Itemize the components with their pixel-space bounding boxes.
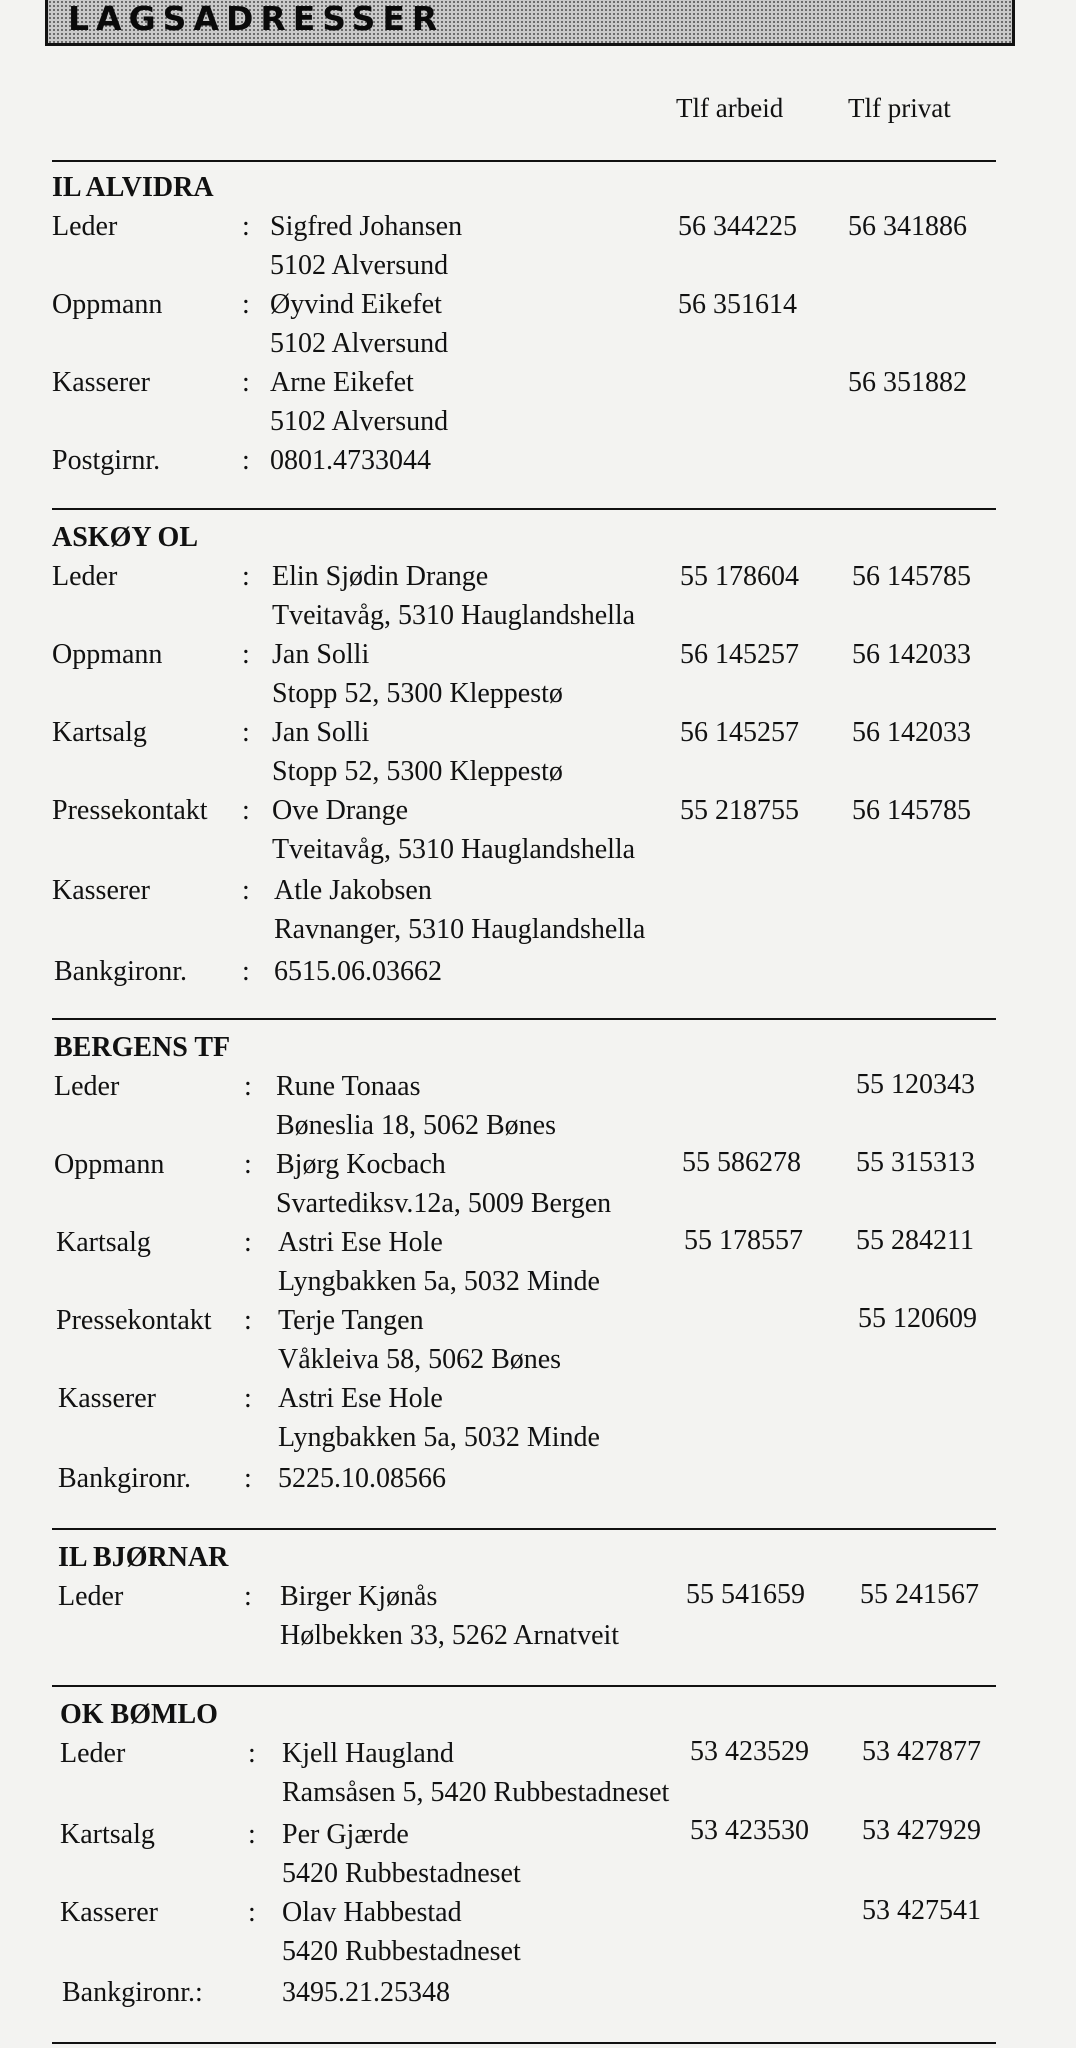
row-value: Bjørg Kocbach (276, 1149, 446, 1180)
row-role: Kartsalg (60, 1819, 155, 1850)
row-tlf-arbeid: 56 145257 (680, 639, 799, 670)
row-tlf-privat: 56 341886 (848, 211, 967, 242)
row-tlf-arbeid: 55 178604 (680, 561, 799, 592)
row-tlf-arbeid: 53 423530 (690, 1815, 809, 1846)
row-tlf-privat: 55 120609 (858, 1303, 977, 1334)
row-value: Stopp 52, 5300 Kleppestø (272, 678, 563, 709)
divider (52, 160, 996, 162)
divider (52, 1685, 996, 1687)
colon: : (242, 875, 250, 906)
row-tlf-privat: 55 284211 (856, 1225, 974, 1256)
colon: : (244, 1071, 252, 1102)
row-value: Ramsåsen 5, 5420 Rubbestadneset (282, 1777, 670, 1808)
row-role: Leder (54, 1071, 120, 1102)
colon: : (244, 1227, 252, 1258)
row-role: Oppmann (52, 289, 163, 320)
row-value: 5225.10.08566 (278, 1463, 446, 1494)
header-tlf-arbeid: Tlf arbeid (676, 93, 784, 123)
title-banner (45, 0, 1015, 46)
colon: : (242, 795, 250, 826)
row-tlf-privat: 53 427541 (862, 1895, 981, 1926)
colon: : (248, 1738, 256, 1769)
row-role: Bankgironr. (54, 956, 187, 987)
section-title: IL ALVIDRA (52, 172, 214, 203)
row-value: Olav Habbestad (282, 1897, 462, 1928)
row-tlf-privat: 55 120343 (856, 1069, 975, 1100)
row-role: Leder (52, 561, 118, 592)
row-role: Bankgironr.: (62, 1977, 203, 2008)
row-value: 5420 Rubbestadneset (282, 1936, 521, 1967)
row-role: Leder (58, 1581, 124, 1612)
row-tlf-privat: 56 145785 (852, 795, 971, 826)
row-value: 5420 Rubbestadneset (282, 1858, 521, 1889)
row-tlf-arbeid: 53 423529 (690, 1736, 809, 1767)
colon: : (242, 211, 250, 242)
row-value: Birger Kjønås (280, 1581, 438, 1612)
section-title: OK BØMLO (60, 1699, 218, 1730)
row-role: Kasserer (52, 875, 150, 906)
row-role: Kartsalg (56, 1227, 151, 1258)
row-value: 6515.06.03662 (274, 956, 442, 987)
colon: : (248, 1897, 256, 1928)
row-value: 5102 Alversund (270, 406, 449, 437)
row-value: Tveitavåg, 5310 Hauglandshella (272, 834, 636, 865)
row-tlf-arbeid: 55 541659 (686, 1579, 805, 1610)
row-value: Elin Sjødin Drange (272, 561, 489, 592)
row-tlf-arbeid: 56 145257 (680, 717, 799, 748)
section-title: IL BJØRNAR (58, 1542, 229, 1573)
row-value: 5102 Alversund (270, 328, 449, 359)
colon: : (242, 367, 250, 398)
row-role: Oppmann (52, 639, 163, 670)
row-value: Øyvind Eikefet (270, 289, 442, 320)
row-role: Pressekontakt (52, 795, 208, 826)
divider (52, 508, 996, 510)
colon: : (242, 289, 250, 320)
divider (52, 1018, 996, 1020)
row-value: Sigfred Johansen (270, 211, 463, 242)
row-value: Våkleiva 58, 5062 Bønes (278, 1344, 562, 1375)
row-tlf-privat: 56 142033 (852, 717, 971, 748)
row-tlf-privat: 53 427877 (862, 1736, 981, 1767)
row-value: Hølbekken 33, 5262 Arnatveit (280, 1620, 620, 1651)
row-value: Lyngbakken 5a, 5032 Minde (278, 1422, 600, 1453)
colon: : (242, 445, 250, 476)
colon: : (244, 1383, 252, 1414)
row-tlf-privat: 56 145785 (852, 561, 971, 592)
row-tlf-privat: 56 142033 (852, 639, 971, 670)
colon: : (248, 1819, 256, 1850)
colon: : (242, 639, 250, 670)
row-value: Terje Tangen (278, 1305, 424, 1336)
row-role: Kasserer (60, 1897, 158, 1928)
row-value: Per Gjærde (282, 1819, 409, 1850)
section-title: BERGENS TF (54, 1032, 231, 1063)
row-tlf-privat: 56 351882 (848, 367, 967, 398)
row-tlf-arbeid: 56 344225 (678, 211, 797, 242)
row-role: Kasserer (52, 367, 150, 398)
row-tlf-arbeid: 55 178557 (684, 1225, 803, 1256)
row-tlf-arbeid: 55 218755 (680, 795, 799, 826)
row-value: Arne Eikefet (270, 367, 414, 398)
row-value: Astri Ese Hole (278, 1227, 443, 1258)
colon: : (244, 1305, 252, 1336)
section-title: ASKØY OL (52, 522, 198, 553)
row-value: Ove Drange (272, 795, 409, 826)
row-role: Leder (52, 211, 118, 242)
row-tlf-privat: 55 241567 (860, 1579, 979, 1610)
header-tlf-privat: Tlf privat (848, 93, 951, 123)
row-value: Lyngbakken 5a, 5032 Minde (278, 1266, 600, 1297)
row-value: Tveitavåg, 5310 Hauglandshella (272, 600, 636, 631)
row-value: Bøneslia 18, 5062 Bønes (276, 1110, 556, 1141)
page-title: LAGSADRESSER (68, 0, 445, 38)
row-value: Rune Tonaas (276, 1071, 421, 1102)
row-value: Stopp 52, 5300 Kleppestø (272, 756, 563, 787)
row-value: Atle Jakobsen (274, 875, 432, 906)
colon: : (242, 717, 250, 748)
row-value: Astri Ese Hole (278, 1383, 443, 1414)
row-role: Kasserer (58, 1383, 156, 1414)
row-tlf-privat: 53 427929 (862, 1815, 981, 1846)
row-role: Postgirnr. (52, 445, 161, 476)
divider (52, 2042, 996, 2044)
divider (52, 1528, 996, 1530)
row-value: 5102 Alversund (270, 250, 449, 281)
row-role: Kartsalg (52, 717, 147, 748)
colon: : (242, 561, 250, 592)
row-value: Svartediksv.12a, 5009 Bergen (276, 1188, 612, 1219)
row-tlf-arbeid: 55 586278 (682, 1147, 801, 1178)
row-value: Jan Solli (272, 717, 370, 748)
row-value: 0801.4733044 (270, 445, 431, 476)
row-value: 3495.21.25348 (282, 1977, 450, 2008)
row-role: Bankgironr. (58, 1463, 191, 1494)
colon: : (244, 1463, 252, 1494)
row-role: Pressekontakt (56, 1305, 212, 1336)
row-tlf-arbeid: 56 351614 (678, 289, 797, 320)
row-value: Ravnanger, 5310 Hauglandshella (274, 914, 646, 945)
row-role: Leder (60, 1738, 126, 1769)
colon: : (242, 956, 250, 987)
row-role: Oppmann (54, 1149, 165, 1180)
row-value: Kjell Haugland (282, 1738, 454, 1769)
row-value: Jan Solli (272, 639, 370, 670)
colon: : (244, 1149, 252, 1180)
row-tlf-privat: 55 315313 (856, 1147, 975, 1178)
colon: : (244, 1581, 252, 1612)
